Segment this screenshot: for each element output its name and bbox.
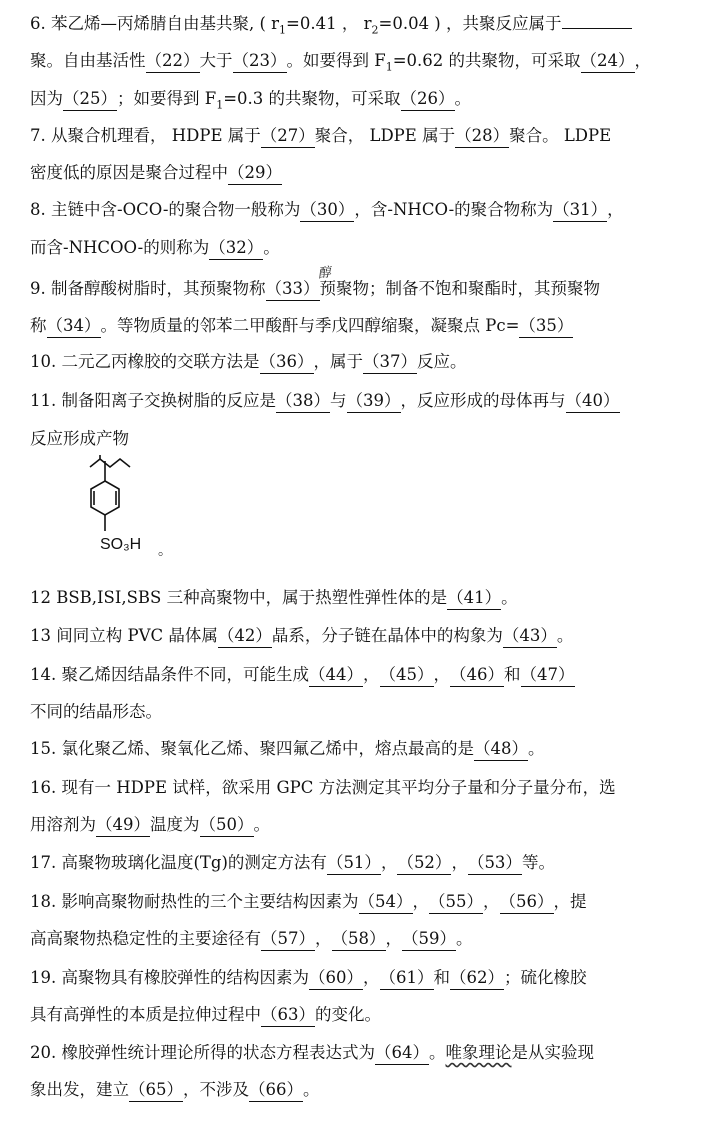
sulfonic-group-label: SO₃H: [100, 536, 142, 553]
line-q6c: 因为（25）；如要得到 $F_1=0.3$ 的共聚物，可采取（26）。: [30, 89, 472, 112]
line-q7a: 7. 从聚合机理看， HDPE 属于（27）聚合， LDPE 属于（28）聚合。 LDPE: [30, 118, 700, 153]
line-q8b: 而含-NHCOO-的则称为（32）。: [30, 230, 700, 265]
line-q15: 15. 氯化聚乙烯、聚氧化乙烯、聚四氟乙烯中，熔点最高的是（48）。: [30, 731, 700, 766]
line-q18b: 高高聚物热稳定性的主要途径有（57），（58），（59）。: [30, 921, 700, 956]
line-q6b: 聚。自由基活性（22）大于（23）。如要得到 $F_1=0.62$ 的共聚物，可采取（24），: [30, 51, 652, 74]
line-q11a: 11. 制备阳离子交换树脂的反应是（38）与（39），反应形成的母体再与（40）: [30, 383, 700, 418]
line-q10: 10. 二元乙丙橡胶的交联方法是（36），属于（37）反应。: [30, 344, 700, 379]
line-q11b: 反应形成产物: [30, 429, 129, 448]
line-q16b: 用溶剂为（49）温度为（50）。: [30, 807, 700, 842]
structure-trailing-dot: 。: [158, 542, 172, 558]
line-q6a: 6. 苯乙烯—丙烯腈自由基共聚, ( $r_1=0.41$ ， $r_2=0.04$ ) ，共聚反应属于: [30, 6, 700, 47]
line-q8a: 8. 主链中含-OCO-的聚合物一般称为（30），含-NHCO-的聚合物称为（31），: [30, 192, 700, 227]
line-q9a: 9. 制备醇酸树脂时，其预聚物称（33）预聚物；制备不饱和聚酯时，其预聚物: [30, 271, 700, 306]
line-q19b: 具有高弹性的本质是拉伸过程中（63）的变化。: [30, 997, 700, 1032]
polystyrene-sulfonic-acid-structure: [70, 455, 220, 570]
line-q17: 17. 高聚物玻璃化温度(Tg)的测定方法有（51），（52），（53）等。: [30, 845, 700, 880]
line-q16a: 16. 现有一 HDPE 试样，欲采用 GPC 方法测定其平均分子量和分子量分布，选: [30, 778, 616, 797]
line-q13: 13 间同立构 PVC 晶体属（42）晶系，分子链在晶体中的构象为（43）。: [30, 618, 700, 653]
handwritten-note: 醇: [317, 265, 332, 282]
line-q9b: 称（34）。等物质量的邻苯二甲酸酐与季戊四醇缩聚，凝聚点 Pc=（35）: [30, 308, 700, 343]
line-q12: 12 BSB,ISI,SBS 三种高聚物中，属于热塑性弹性体的是（41）。: [30, 580, 700, 615]
line-q18a: 18. 影响高聚物耐热性的三个主要结构因素为（54），（55），（56），提: [30, 884, 700, 919]
line-q14a: 14. 聚乙烯因结晶条件不同，可能生成（44），（45），（46）和（47）: [30, 657, 700, 692]
line-q14b: 不同的结晶形态。: [30, 702, 162, 721]
line-q20a: 20. 橡胶弹性统计理论所得的状态方程表达式为（64）。唯象理论是从实验现: [30, 1035, 700, 1070]
line-q20b: 象出发，建立（65），不涉及（66）。: [30, 1072, 700, 1107]
line-q7b: 密度低的原因是聚合过程中（29）: [30, 155, 700, 190]
line-q19a: 19. 高聚物具有橡胶弹性的结构因素为（60），（61）和（62）；硫化橡胶: [30, 960, 700, 995]
